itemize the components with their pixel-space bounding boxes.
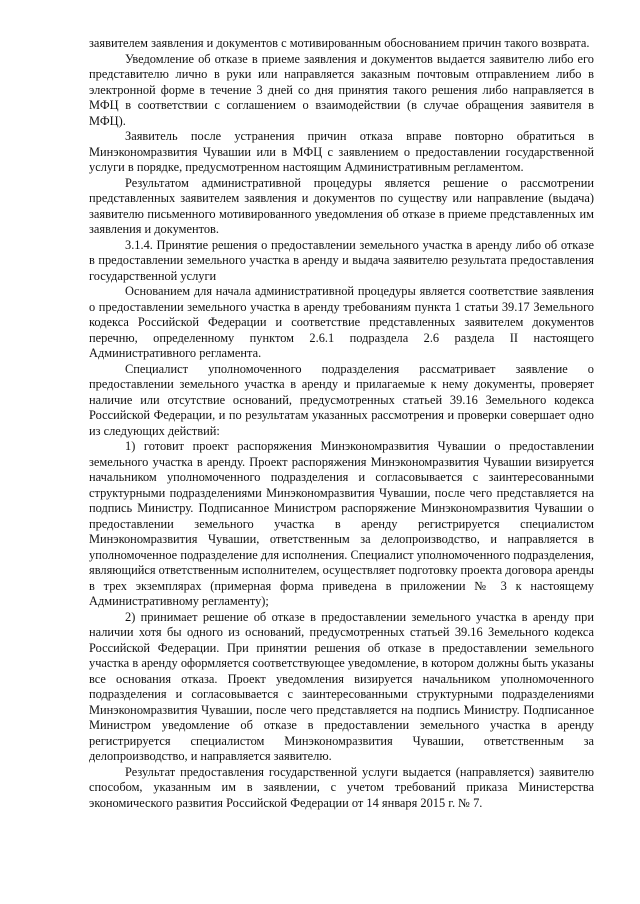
paragraph-section-3-1-4: 3.1.4. Принятие решения о предоставлении земельного участка в аренду либо об отказе в предоставлении земельного участка в аренду и выдача заявителю результата предоставления государственной услуги — [89, 237, 594, 283]
paragraph-procedure-basis: Основанием для начала административной процедуры является соответствие заявления о предоставлении земельного участка в аренду требованиям пункта 1 статьи 39.17 Земельного кодекса Российской Федерации и соответствие представленных заявителем документов перечню, определенному пунктом 2.6.1 подраздела 2.6 раздела II настоящего Административного регламента. — [89, 284, 594, 360]
paragraph-reapply: Заявитель после устранения причин отказа вправе повторно обратиться в Минэкономразвития Чувашии или в МФЦ с заявлением о предоставлении государственной услуги в порядке, предусмотренном настоящим Административным регламентом. — [89, 129, 594, 174]
paragraph-return-continuation: заявителем заявления и документов с мотивированным обоснованием причин такого возврата. — [89, 36, 590, 50]
paragraph-procedure-result: Результатом административной процедуры является решение о рассмотрении представленных заявителем заявления и документов по существу или направление (выдача) заявителю письменного мотивированного уведомления об отказе в приеме представленных им заявления и документов. — [89, 175, 594, 236]
paragraph-service-result: Результат предоставления государственной услуги выдается (направляется) заявителю способом, указанным им в заявлении, с учетом требований приказа Министерства экономического развития Российской Федерации от 14 января 2015 г. № 7. — [89, 764, 594, 810]
paragraph-item-1: 1) готовит проект распоряжения Минэкономразвития Чувашии о предоставлении земельного участка в аренду. Проект распоряжения Минэкономразвития Чувашии визируется начальником уполномоченного подразделения и согласовывается с заинтересованными структурными подразделениями Минэкономразвития Чувашии, после чего представляется на подпись Министру. Подписанное Министром распоряжение Минэкономразвития Чувашии о предоставлении земельного участка в аренду регистрируется специалистом Минэкономразвития Чувашии, ответственным за делопроизводство, и направляется в уполномоченное подразделение для исполнения. Специалист уполномоченного подразделения, являющийся ответственным исполнителем, осуществляет подготовку проекта договора аренды в трех экземплярах (примерная форма приведена в приложении № 3 к настоящему Административному регламенту); — [89, 439, 594, 608]
paragraph-item-2: 2) принимает решение об отказе в предоставлении земельного участка в аренду при наличии хотя бы одного из оснований, предусмотренных статьей 39.16 Земельного кодекса Российской Федерации. При принятии решения об отказе в предоставлении земельного участка в аренду оформляется соответствующее уведомление, в котором должны быть указаны все основания отказа. Проект уведомления визируется начальником уполномоченного подразделения и согласовывается с заинтересованными структурными подразделениями Минэкономразвития Чувашии, после чего представляется на подпись Министру. Подписанное Министром уведомление об отказе в предоставлении земельного участка в аренду регистрируется специалистом Минэкономразвития Чувашии, ответственным за делопроизводство, и направляется заявителю. — [89, 609, 594, 763]
paragraph-refusal-notice: Уведомление об отказе в приеме заявления и документов выдается заявителю либо его представителю лично в руки или направляется заказным почтовым отправлением либо в электронной форме в течение 3 дней со дня принятия такого решения либо направляется в МФЦ в соответствии с соглашением о взаимодействии (в случае обращения заявителя в МФЦ). — [89, 51, 594, 128]
paragraph-specialist-review: Специалист уполномоченного подразделения рассматривает заявление о предоставлении земельного участка в аренду и прилагаемые к нему документы, проверяет наличие или отсутствие оснований, предусмотренных статьей 39.16 Земельного кодекса Российской Федерации, и по результатам указанных рассмотрения и проверки совершает одно из следующих действий: — [89, 361, 594, 438]
